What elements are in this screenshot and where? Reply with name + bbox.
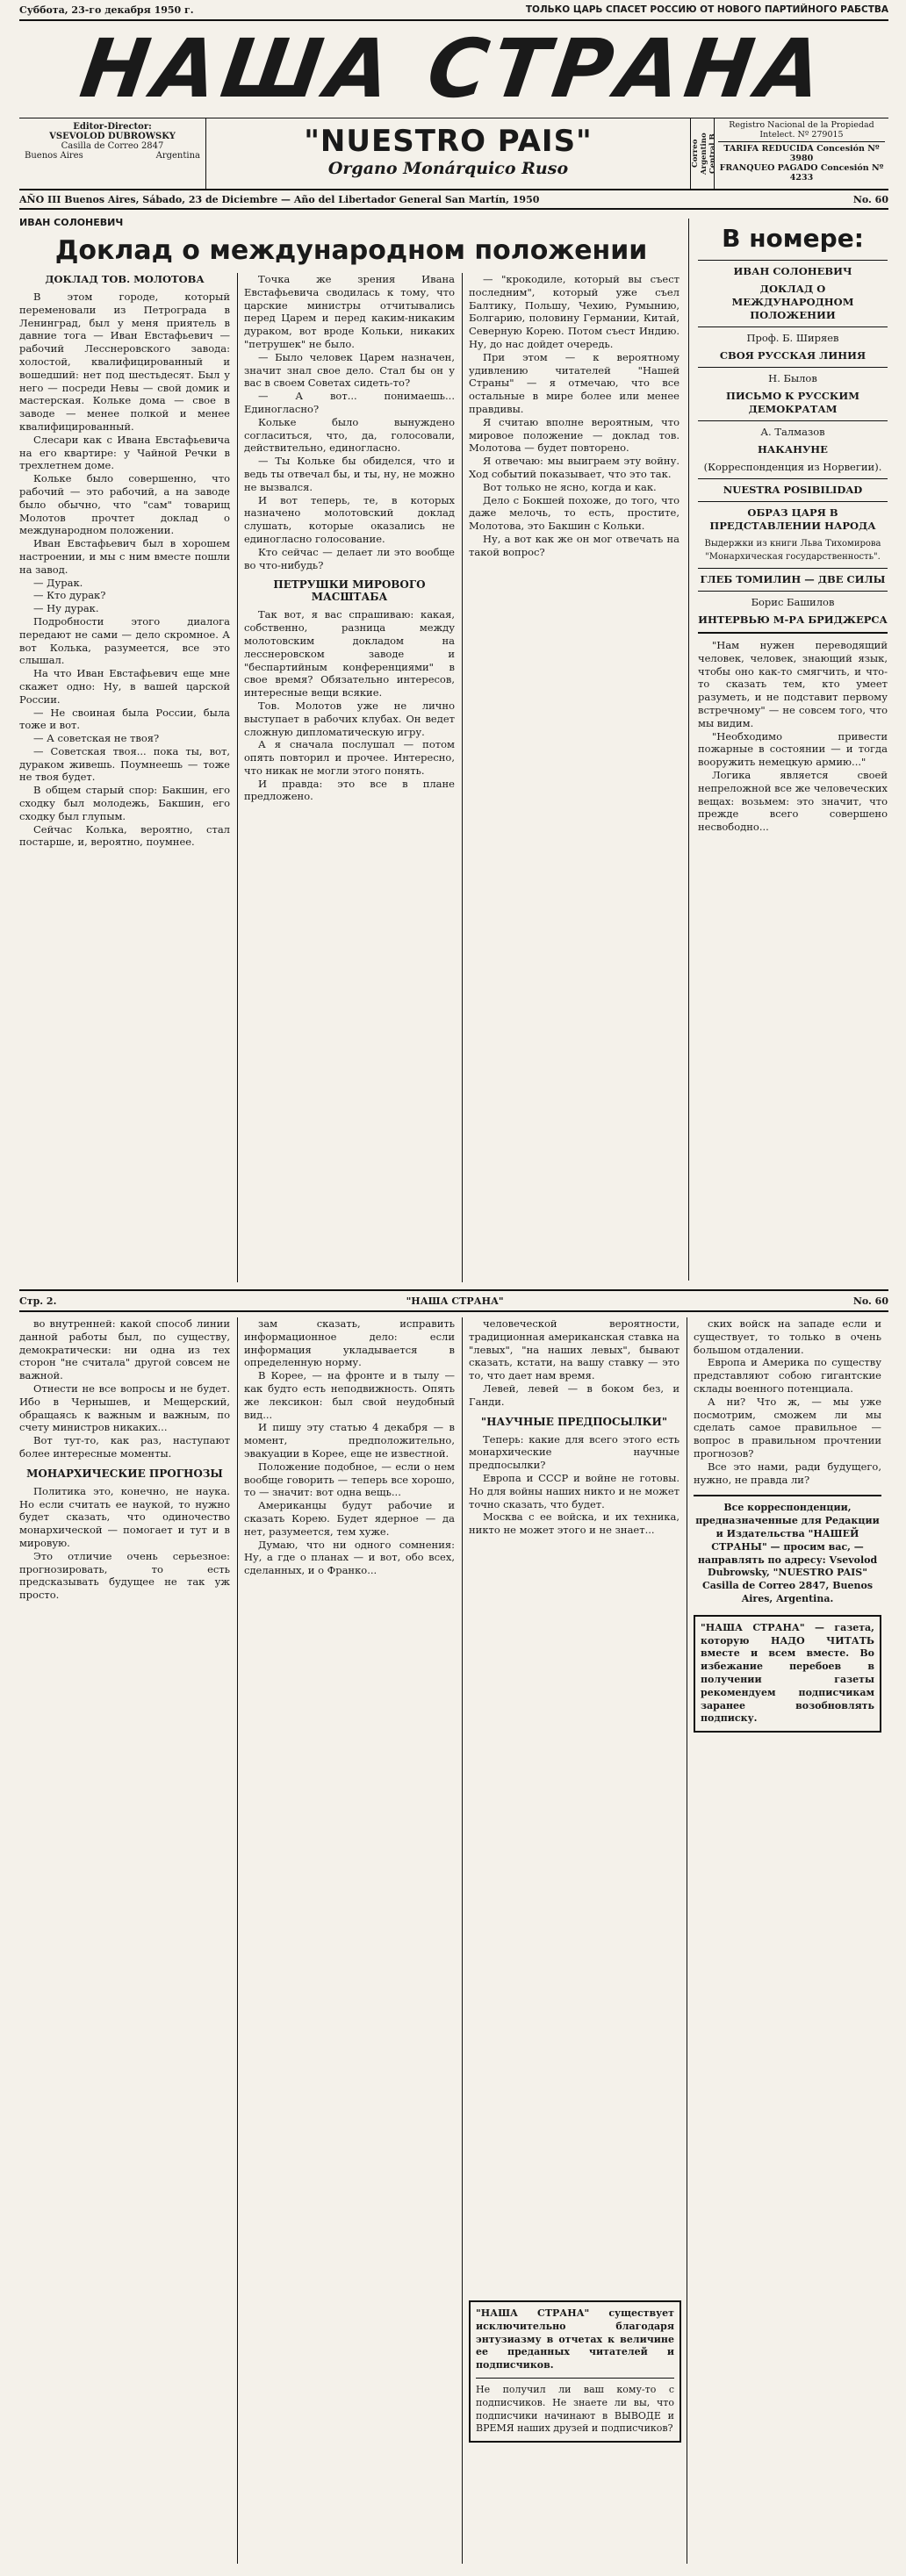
paragraph: — Ну дурак. [33, 602, 99, 615]
correo-box: Correo Argentino Central B [690, 118, 715, 189]
paragraph: зам сказать, исправить информационное дело: если информация укладывается в определенную норму. [244, 1317, 455, 1369]
paragraph: Это отличие очень серьезное: прогнозировать, то есть предсказывать будущее не так уж просто. [19, 1549, 230, 1602]
paragraph: Я считаю вполне вероятным, что мировое положение — доклад тов. Молотова — будет повторено. [469, 415, 680, 455]
paragraph: — Было человек Царем назначен, значит знал свое дело. Стал бы он у вас в своем Советах сидеть-то? [244, 350, 455, 390]
paragraph: Сейчас Колька, вероятно, стал постарше, и, вероятно, поумнее. [19, 822, 230, 849]
paragraph: Политика это, конечно, не наука. Но если считать ее наукой, то нужно будет сказать, что одиночество монархической — помогает и тут и в мировую. [19, 1484, 230, 1549]
section-title: МОНАРХИЧЕСКИЕ ПРОГНОЗЫ [26, 1467, 223, 1480]
paragraph: Кольке было вынуждено согласиться, что, да, голосовали, действительно, единогласно. [244, 415, 455, 455]
page2-col4 [694, 1317, 881, 1486]
paragraph: Я отвечаю: мы выиграем эту войну. Ход событий показывает, что это так. [469, 455, 680, 480]
casilla: Casilla de Correo 2847 [61, 141, 164, 151]
article-author: ИВАН СОЛОНЕВИЧ [19, 217, 124, 228]
paragraph: человеческой вероятности, традиционная американская ставка на "левых", "на наших левых", бывают сказать, кстати, на вашу ставку — это то, что дает нам время. [469, 1317, 680, 1382]
paper-name: "НАША СТРАНА" [406, 1295, 504, 1307]
paragraph: "Необходимо привести пожарные в состоянии — и тогда вооружить немецкую армию..." [698, 729, 888, 769]
notice-text: "НАША СТРАНА" существует исключительно благодаря энтузиазму в отчетах к величине ее преданных читателей и подписчиков. [476, 2307, 674, 2371]
paragraph: ских войск на западе если и существует, то только в очень большом отдалении. [694, 1317, 881, 1356]
paragraph: Логика является своей непреложной все же человеческих вещах: возьмем: это значит, что прежде всего совершено несвободно... [698, 768, 888, 834]
paragraph: — Ты Кольке бы обиделся, что и ведь ты отвечал бы, и ты, ну, не можно не вызвался. [244, 455, 455, 493]
paragraph: Слесари как с Ивана Евстафьевича на его квартире: у Чайной Речки в трехлетнем доме. [19, 433, 230, 472]
article-subhead: ДОКЛАД ТОВ. МОЛОТОВА [45, 273, 205, 285]
spanish-name: "NUESTRO PAIS" [304, 124, 593, 159]
notice-box [469, 2300, 681, 2443]
contents-item[interactable]: Выдержки из книги Льва Тихомирова "Монархическая государственность". [704, 539, 881, 562]
contents-item[interactable]: Н. Былов [768, 372, 817, 384]
paragraph: Европа и СССР и войне не готовы. Но для войны наших никто и не может точно сказать, что будет. [469, 1471, 680, 1510]
contents-box [688, 219, 888, 1281]
paragraph: Отнести не все вопросы и не будет. Ибо в Чернышев, и Мещерский, обращаясь к важным и важным, по счету министров никаких... [19, 1381, 230, 1434]
paragraph: А ни? Что ж, — мы уже посмотрим, сможем ли мы сделать самое правильное — вопрос в правильном прочтении прогнозов? [694, 1395, 881, 1460]
article-headline: Доклад о международном положении [54, 235, 648, 266]
motto: ТОЛЬКО ЦАРЬ СПАСЕТ РОССИЮ ОТ НОВОГО ПАРТИЙНОГО РАБСТВА [525, 4, 888, 15]
registro: Registro Nacional de la Propiedad Intelect. Nº 279015 [718, 120, 885, 142]
editor-label: Editor-Director: [73, 122, 152, 132]
page2-col1 [19, 1317, 230, 1460]
contents-item[interactable]: Борис Башилов [751, 596, 835, 608]
paragraph: И вот теперь, те, в которых назначено молотовский доклад слушать, которые оказались не единогласно голосование. [244, 493, 455, 545]
paragraph: — Советская твоя... пока ты, вот, дураком живешь. Поумнеешь — тоже не твоя будет. [19, 744, 230, 784]
paragraph: Европа и Америка по существу представляют собою гигантские склады военного потенциала. [694, 1356, 881, 1395]
contents-title: В номере: [722, 224, 864, 253]
paragraph: В Корее, — на фронте и в тылу — как будто есть неподвижность. Опять же лексикон: был свой неудобный вид... [244, 1369, 455, 1421]
masthead-title: НАША СТРАНА [75, 22, 833, 116]
paragraph: во внутренней: какой способ линии данной работы был, по существу, демократически: ни одна из тех сторон "не считала" другой совсем не важной. [19, 1317, 230, 1382]
footer-box [694, 1615, 881, 1733]
contents-item[interactable]: ГЛЕБ ТОМИЛИН — ДВЕ СИЛЫ [700, 573, 886, 585]
editor-name: VSEVOLOD DUBROWSKY [49, 132, 176, 141]
paragraph: Так вот, я вас спрашиваю: какая, собственно, разница между молотовским докладом на лесснеровском заводе и "беспартийным конференциями" в свое время? Обязательно интересов, интересные вещи всякие. [244, 608, 455, 700]
paragraph: — А вот... понимаешь... Единогласно? [244, 390, 455, 415]
paragraph: — Не своиная была России, была тоже и вот. [19, 706, 230, 732]
paragraph: Тов. Молотов уже не лично выступает в рабочих клубах. Он ведет сложную дипломатическую игру. [244, 699, 455, 738]
page2-number: No. 60 [852, 1295, 888, 1307]
page2-col3b [469, 1433, 680, 1537]
article-col2b [244, 608, 455, 803]
contents-item[interactable]: ПИСЬМО К РУССКИМ ДЕМОКРАТАМ [726, 390, 859, 415]
article-col3 [469, 273, 680, 559]
paragraph: Иван Евстафьевич был в хорошем настроении, и мы с ним вместе пошли на завод. [19, 537, 230, 576]
paragraph: И пишу эту статью 4 декабря — в момент, предположительно, эвакуации в Корее, еще не известной. [244, 1421, 455, 1460]
paragraph: В этом городе, который переменовали из Петрограда в Ленинград, был у меня приятель в давние тога — Иван Евстафьевич — рабочий Лесснеровского завода: холостой, квалифицированный и вошедший: нет под шестьдесят. Был у него — посреди Невы — свой домик и мастерская. Кольке дома — свое в заводе — менее полкой и менее квалифицированный. [19, 291, 230, 433]
contents-item[interactable]: ИВАН СОЛОНЕВИЧ [733, 265, 852, 277]
paragraph: А я сначала послушал — потом опять повторил и прочее. Интересно, что никак не могли этого понять. [244, 738, 455, 777]
paragraph: Положение подобное, — если о нем вообще говорить — теперь все хорошо, то — значит: вот одна вещь... [244, 1460, 455, 1499]
date-line: Суббота, 23-го декабря 1950 г. [19, 4, 194, 16]
paragraph: Все это нами, ради будущего, нужно, не правда ли? [694, 1460, 881, 1486]
subscribe-notice: Все корреспонденции, предназначенные для Редакции и Издательства "НАШЕЙ СТРАНЫ" — просим вас, — направлять по адресу: Vsevolod Dubrowsky, "NUESTRO PAIS" Casilla de Correo 2847, Buenos Aires, Argentina. [695, 1502, 880, 1604]
paragraph: Кольке было совершенно, что рабочий — это рабочий, а на заводе было обычно, что "сам" товарищ Молотов прочтет доклад о международном положении. [19, 472, 230, 537]
paragraph: Думаю, что ни одного сомнения: Ну, а где о планах — и вот, обо всех, сделанных, и о Франко... [244, 1538, 455, 1577]
paragraph: — Кто дурак? [33, 589, 106, 602]
paragraph: "Нам нужен переводящий человек, человек, знающий язык, чтобы оно как-то смягчить, и что-то сказать тем, кто умеет разуметь, и не подставит первому встречному" — не совсем того, что мы видим. [698, 639, 888, 729]
contents-item[interactable]: НАКАНУНЕ [758, 443, 828, 456]
paragraph: Кто сейчас — делает ли это вообще во что-нибудь? [244, 545, 455, 571]
page2-col3 [469, 1317, 680, 1409]
franqueo: FRANQUEO PAGADO Concesión Nº 4233 [719, 163, 884, 183]
article-col2 [244, 273, 455, 571]
contents-item[interactable]: ИНТЕРВЬЮ М-РА БРИДЖЕРСА [698, 614, 888, 626]
paragraph: — Дурак. [33, 576, 83, 589]
paragraph: Ну, а вот как же он мог отвечать на такой вопрос? [469, 532, 680, 558]
issue-number: No. 60 [852, 193, 888, 205]
city: Buenos Aires [25, 151, 83, 161]
paragraph: Подробности этого диалога передают не сами — дело скромное. А вот Колька, разумеется, все это слышал. [19, 614, 230, 667]
contents-item[interactable]: А. Талмазов [760, 426, 825, 438]
footer-box-text: "НАША СТРАНА" — газета, которую НАДО ЧИТАТЬ вместе и всем вместе. Во избежание перебоев в получении газеты рекомендуем подписчикам заранее возобновлять подписку. [701, 1621, 874, 1725]
paragraph: Вот только не ясно, когда и как. [483, 480, 657, 493]
paragraph: Американцы будут рабочие и сказать Корею. Будет ядерное — да нет, разумеется, тем хуже. [244, 1499, 455, 1538]
paragraph: Москва с ее войска, и их техника, никто не может этого и не знает... [469, 1510, 680, 1537]
tarifa: TARIFA REDUCIDA Concesión Nº 3980 [723, 144, 880, 163]
paragraph: Дело с Бокшей похоже, до того, что даже мелочь, то есть, простите, Молотова, это Бакшин с Кольки. [469, 493, 680, 533]
editor-block [19, 118, 206, 189]
paragraph: — "крокодиле, который вы съест последним", который уже съел Балтику, Польшу, Чехию, Румынию, Болгарию, половину Германии, Китай, Северную Корею. Потом съест Индию. Ну, до нас дойдет очередь. [469, 273, 680, 350]
contents-item[interactable]: ОБРАЗ ЦАРЯ В ПРЕДСТАВЛЕНИИ НАРОДА [709, 506, 876, 532]
page2-col2 [244, 1317, 455, 1577]
contents-item[interactable]: СВОЯ РУССКАЯ ЛИНИЯ [719, 349, 866, 362]
section-title: ПЕТРУШКИ МИРОВОГО МАСШТАБА [273, 578, 426, 604]
paragraph: Вот тут-то, как раз, наступают более интересные моменты. [19, 1434, 230, 1460]
country: Argentina [155, 151, 200, 161]
paragraph: На что Иван Евстафьевич еще мне скажет одно: Ну, в вашей царской России. [19, 667, 230, 706]
organ-line: Organo Monárquico Ruso [327, 159, 569, 178]
page-label: Стр. 2. [19, 1295, 57, 1307]
subtitle-block [206, 118, 690, 189]
paragraph: И правда: это все в плане предложено. [244, 777, 455, 803]
paragraph: В общем старый спор: Бакшин, его сходку был молодежь, Бакшин, его сходку был глупым. [19, 784, 230, 822]
article-col1 [19, 291, 230, 849]
notice-text: Не получил ли ваш кому-то с подписчиков. Не знаете ли вы, что подписчики начинают в ВЫВОДЕ и ВРЕМЯ наших друзей и подписчиков? [476, 2383, 674, 2435]
paragraph: — А советская не твоя? [33, 732, 160, 745]
paragraph: Точка же зрения Ивана Евстафьевича сводилась к тому, что царские министры отчитывались перед Царем и перед каким-никаким дураком, вот вроде Кольки, никаких "петрушек" не было. [244, 273, 455, 350]
contents-item[interactable]: ДОКЛАД О МЕЖДУНАРОДНОМ ПОЛОЖЕНИИ [731, 283, 854, 321]
page2-col1b [19, 1485, 230, 1602]
contents-item[interactable]: NUESTRA POSIBILIDAD [723, 484, 863, 496]
paragraph: Левей, левей — в боком без, и Ганди. [469, 1381, 680, 1408]
sidebar-text [698, 639, 888, 834]
paragraph: Теперь: какие для всего этого есть монархические научные предпосылки? [469, 1432, 680, 1472]
contents-item[interactable]: (Корреспонденция из Норвегии). [703, 461, 882, 473]
paragraph: При этом — к вероятному удивлению читателей "Нашей Страны" — я отмечаю, что все остальные в мире более или менее правдивы. [469, 350, 680, 415]
section-title: "НАУЧНЫЕ ПРЕДПОСЫЛКИ" [480, 1415, 668, 1428]
issue-line: AÑO III Buenos Aires, Sábado, 23 de Diciembre — Año del Libertador General San Martín, 1950 [19, 193, 540, 205]
registration-block [715, 118, 888, 189]
contents-item[interactable]: Проф. Б. Ширяев [746, 332, 839, 344]
